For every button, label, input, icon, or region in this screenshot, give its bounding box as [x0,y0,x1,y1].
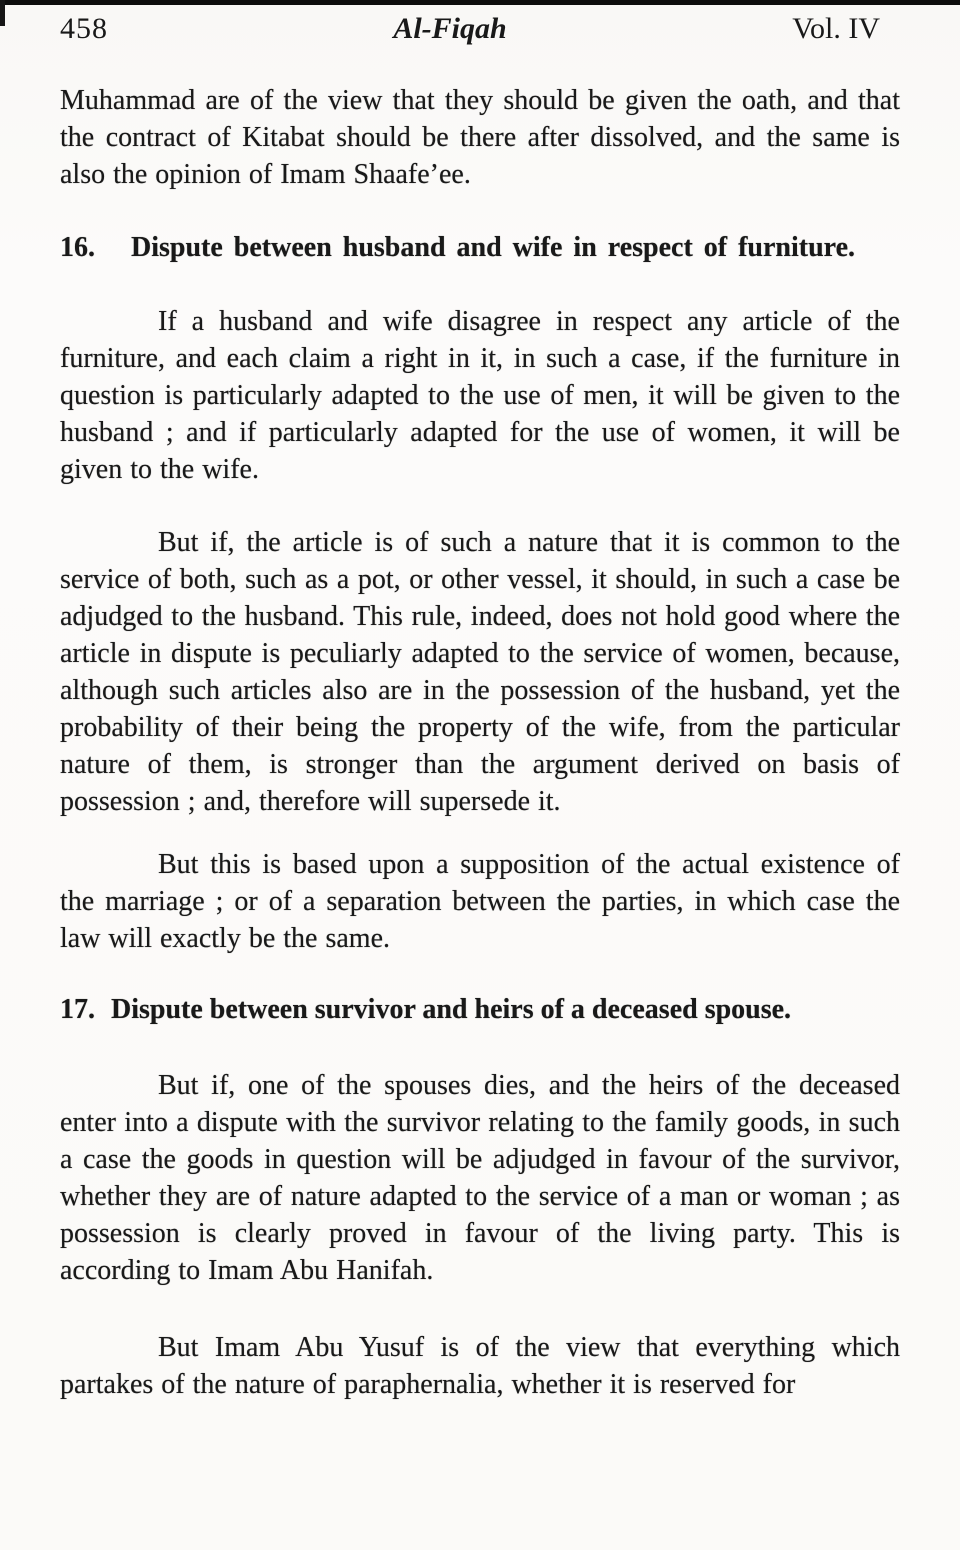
section-title: Dispute between survivor and heirs of a deceased spouse. [111,994,792,1025]
section-title: Dispute between husband and wife in respect of furniture. [131,232,856,263]
paragraph-continuation: Muhammad are of the view that they should be given the oath, and that the contract of Kitabat should be there after dissolved, and the same is also the opinion of Imam Shaafe’ee. [60,85,900,190]
scan-artifact-left-edge [0,0,5,26]
paragraph: If a husband and wife disagree in respect any article of the furniture, and each claim a right in it, in such a case, if the furniture in question is particularly adapted to the use of men, it will be given to the husband ; and if particularly adapted for the use of women, it will be given to the wife. [60,306,900,485]
paragraph: But if, the article is of such a nature that it is common to the service of both, such as a pot, or other vessel, it should, in such a case be adjudged to the husband. This rule, indeed, does not hold good where the article in dispute is peculiarly adapted to the service of women, because, although such articles also are in the possession of the husband, yet the probability of their being the property of the wife, from the particular nature of them, is stronger than the argument derived on basis of possession ; and, therefore will supersede it. [60,527,900,817]
paragraph: But this is based upon a supposition of the actual existence of the marriage ; or of a separation between the parties, in which case the law will exactly be the same. [60,849,900,954]
page-number: 458 [60,12,108,45]
scan-artifact-top-edge [0,0,960,5]
paragraph: But Imam Abu Yusuf is of the view that everything which partakes of the nature of paraphernalia, whether it is reserved for [60,1332,900,1400]
page-header [60,12,900,46]
section-number: 17. [60,994,95,1025]
section-heading-16 [60,229,900,267]
book-title: Al-Fiqah [393,12,507,45]
volume-label: Vol. IV [792,12,880,45]
section-heading-17 [60,991,900,1029]
paragraph: But if, one of the spouses dies, and the heirs of the deceased enter into a dispute with the survivor relating to the family goods, in such a case the goods in question will be adjudged in favour of the survivor, whether they are of nature adapted to the service of a man or woman ; as possession is clearly proved in favour of the living party. This is according to Imam Abu Hanifah. [60,1070,900,1286]
section-number: 16. [60,232,95,263]
